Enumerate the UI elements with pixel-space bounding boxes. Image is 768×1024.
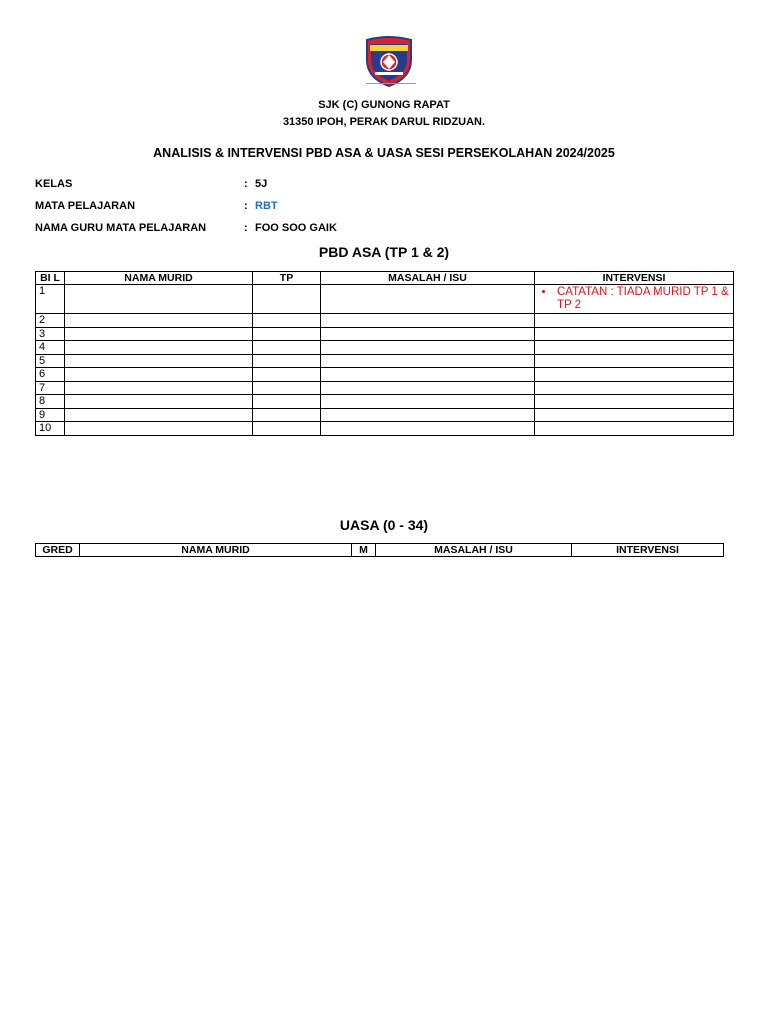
info-label-teacher: NAMA GURU MATA PELAJARAN	[35, 222, 207, 234]
table-row	[36, 285, 734, 314]
row-number: 2	[36, 314, 65, 328]
row-number: 4	[36, 341, 65, 355]
row-number: 9	[36, 408, 65, 422]
uasa-section-title: UASA (0 - 34)	[339, 517, 429, 533]
info-value-kelas: 5J	[255, 178, 268, 190]
cell-tp	[253, 285, 321, 314]
pbd-header-row	[36, 272, 734, 285]
header-m: M	[352, 544, 376, 557]
info-label-kelas: KELAS	[35, 178, 73, 190]
info-value-subject: RBT	[255, 200, 278, 212]
info-colon: :	[244, 178, 248, 190]
cell-intervensi	[535, 285, 734, 314]
info-colon: :	[244, 222, 248, 234]
header-masalah: MASALAH / ISU	[376, 544, 572, 557]
table-row	[36, 354, 734, 368]
row-number: 5	[36, 354, 65, 368]
table-row	[36, 422, 734, 436]
row-number: 3	[36, 327, 65, 341]
row-number: 6	[36, 368, 65, 382]
school-name: SJK (C) GUNONG RAPAT	[318, 99, 450, 111]
intervensi-note: • CATATAN : TIADA MURID TP 1 & TP 2	[555, 286, 731, 312]
table-row	[36, 341, 734, 355]
header-nama-murid: NAMA MURID	[80, 544, 352, 557]
header-tp: TP	[253, 272, 321, 285]
table-row	[36, 381, 734, 395]
table-row	[36, 368, 734, 382]
info-colon: :	[244, 200, 248, 212]
row-number: 10	[36, 422, 65, 436]
header-masalah: MASALAH / ISU	[321, 272, 535, 285]
table-row	[36, 314, 734, 328]
intervensi-note-list	[537, 286, 731, 312]
cell-nama	[65, 285, 253, 314]
pbd-table	[35, 271, 734, 436]
cell-masalah	[321, 285, 535, 314]
logo-underline	[366, 83, 416, 84]
pbd-section-title: PBD ASA (TP 1 & 2)	[318, 244, 450, 260]
header-intervensi: INTERVENSI	[535, 272, 734, 285]
header-bil: BI L	[36, 272, 65, 285]
table-row	[36, 395, 734, 409]
document-title: ANALISIS & INTERVENSI PBD ASA & UASA SESI PERSEKOLAHAN 2024/2025	[153, 146, 615, 160]
uasa-header-row	[36, 544, 724, 557]
header-nama-murid: NAMA MURID	[65, 272, 253, 285]
header-gred: GRED	[36, 544, 80, 557]
uasa-table	[35, 543, 724, 557]
row-number: 1	[36, 285, 65, 314]
info-label-subject: MATA PELAJARAN	[35, 200, 136, 212]
info-value-teacher: FOO SOO GAIK	[255, 222, 337, 234]
row-number: 7	[36, 381, 65, 395]
table-row	[36, 327, 734, 341]
school-crest-icon	[362, 34, 416, 88]
header-intervensi: INTERVENSI	[572, 544, 724, 557]
table-row	[36, 408, 734, 422]
row-number: 8	[36, 395, 65, 409]
school-address: 31350 IPOH, PERAK DARUL RIDZUAN.	[282, 116, 486, 128]
